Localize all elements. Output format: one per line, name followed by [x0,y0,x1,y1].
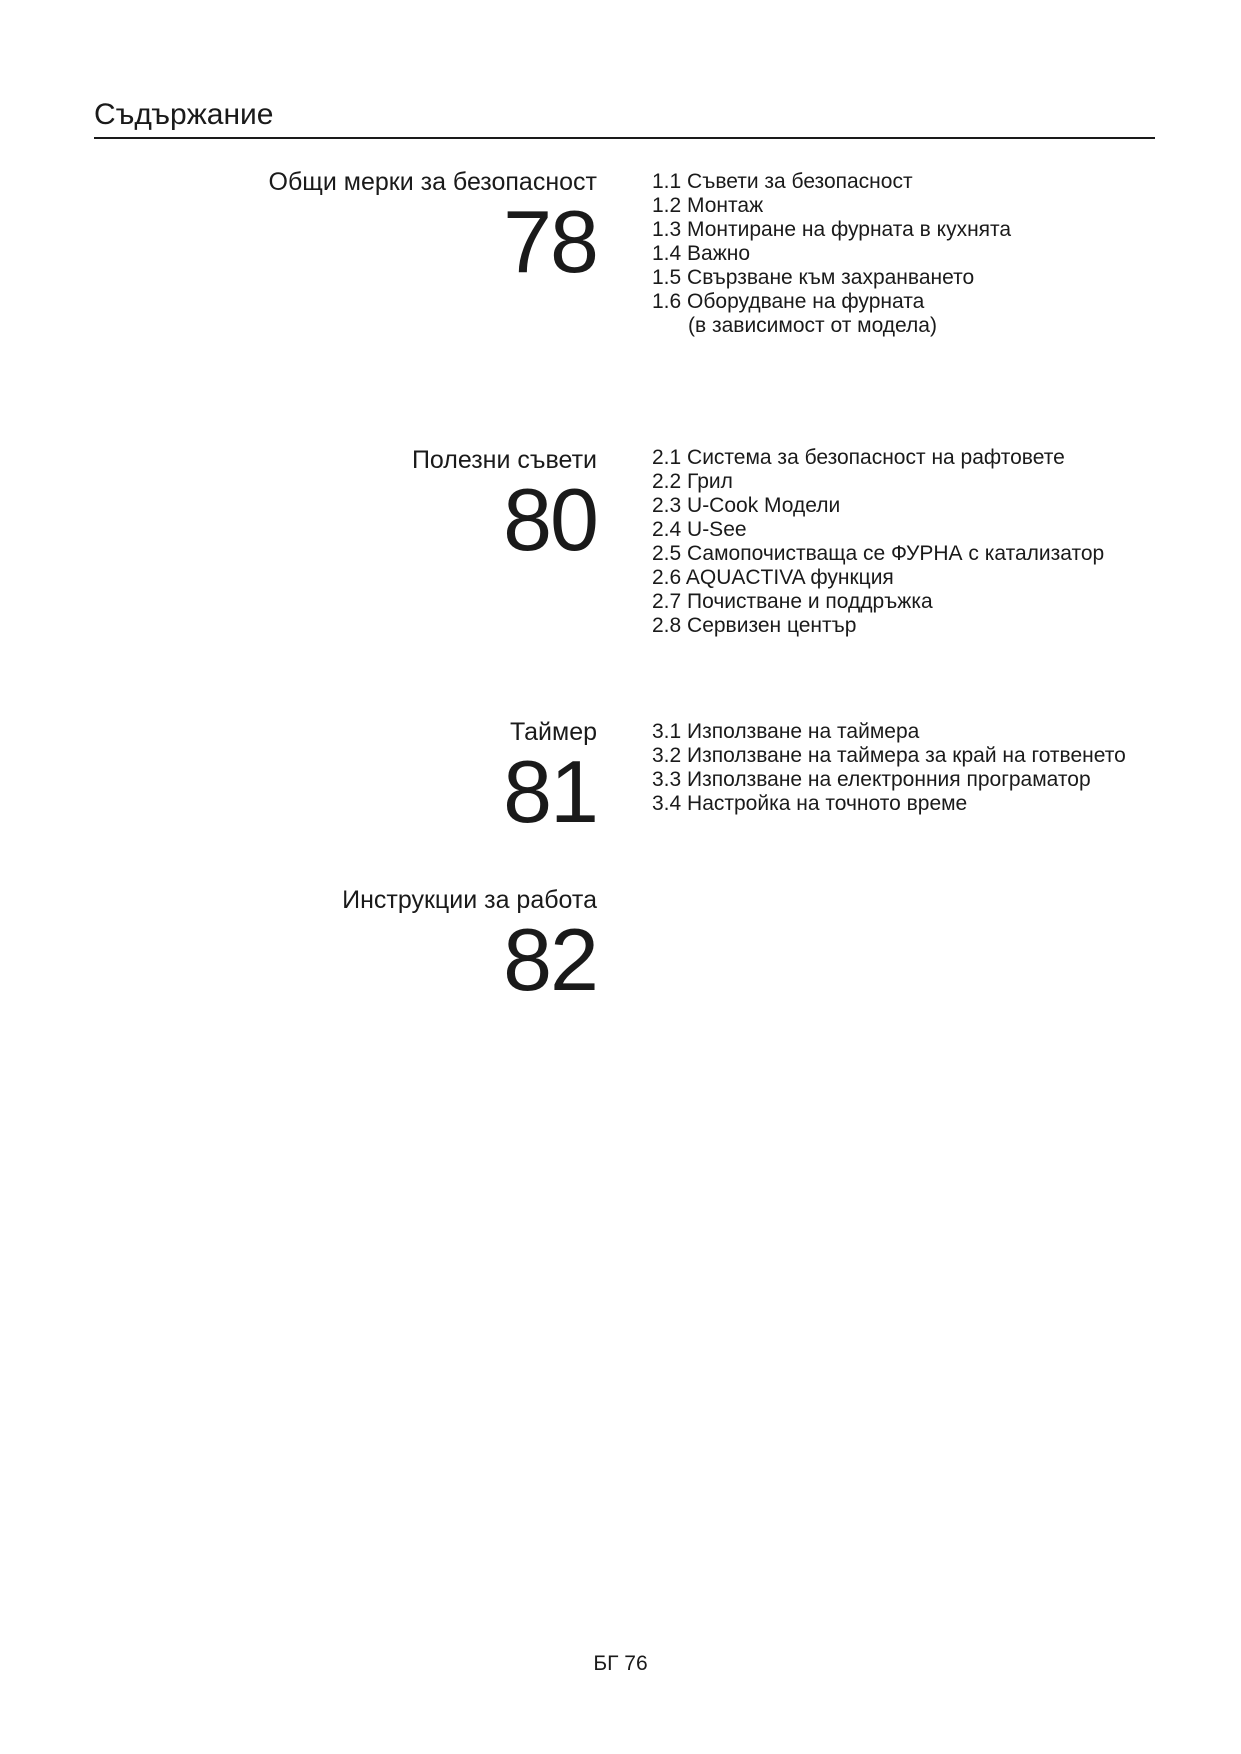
section-heading [411,446,597,569]
section-page-number[interactable]: 81 [503,742,597,841]
section-heading [503,718,597,841]
topic-item[interactable]: 1.4 Важно [652,242,751,265]
section-name[interactable]: Общи мерки за безопасност [268,168,597,196]
topic-item[interactable]: 1.6 Оборудване на фурната [652,290,925,313]
topic-item[interactable]: 2.3 U-Cook Модели [652,494,841,517]
section-page-number[interactable]: 78 [503,192,597,291]
section-name[interactable]: Таймер [509,718,597,746]
section-heading [342,886,597,1009]
topic-item[interactable]: 2.1 Система за безопасност на рафтовете [652,446,1065,469]
topic-item[interactable]: 1.3 Монтиране на фурната в кухнята [652,218,1012,241]
topic-item[interactable]: 1.5 Свързване към захранването [652,266,975,289]
topic-list [652,446,1104,638]
page-title: Съдържание [94,98,274,131]
topic-item[interactable]: 2.5 Самопочистваща се ФУРНА с катализатор [652,542,1105,565]
topic-item-note: (в зависимост от модела) [688,314,937,337]
section-page-number[interactable]: 82 [503,910,597,1009]
topic-item[interactable]: 3.3 Използване на електронния програматор [652,768,1091,791]
topic-item[interactable]: 3.1 Използване на таймера [652,720,920,743]
topic-list [652,720,1126,816]
section-page-number[interactable]: 80 [503,470,597,569]
topic-item[interactable]: 2.4 U-See [652,518,747,541]
page-footer-number: БГ 76 [593,1652,648,1675]
section-name[interactable]: Инструкции за работа [342,886,597,914]
topic-item[interactable]: 2.8 Сервизен център [652,614,857,637]
topic-item[interactable]: 2.2 Грил [652,470,733,493]
section-name[interactable]: Полезни съвети [411,446,597,474]
topic-item[interactable]: 1.1 Съвети за безопасност [652,170,913,193]
topic-item[interactable]: 2.7 Почистване и поддръжка [652,590,933,613]
topic-list [652,170,1011,338]
section-heading [268,168,597,291]
title-divider [94,137,1155,139]
topic-item[interactable]: 3.4 Настройка на точното време [652,792,968,815]
topic-item[interactable]: 1.2 Монтаж [652,194,764,217]
topic-item[interactable]: 3.2 Използване на таймера за край на готвенето [652,744,1126,767]
topic-item[interactable]: 2.6 AQUACTIVA функция [652,566,894,589]
